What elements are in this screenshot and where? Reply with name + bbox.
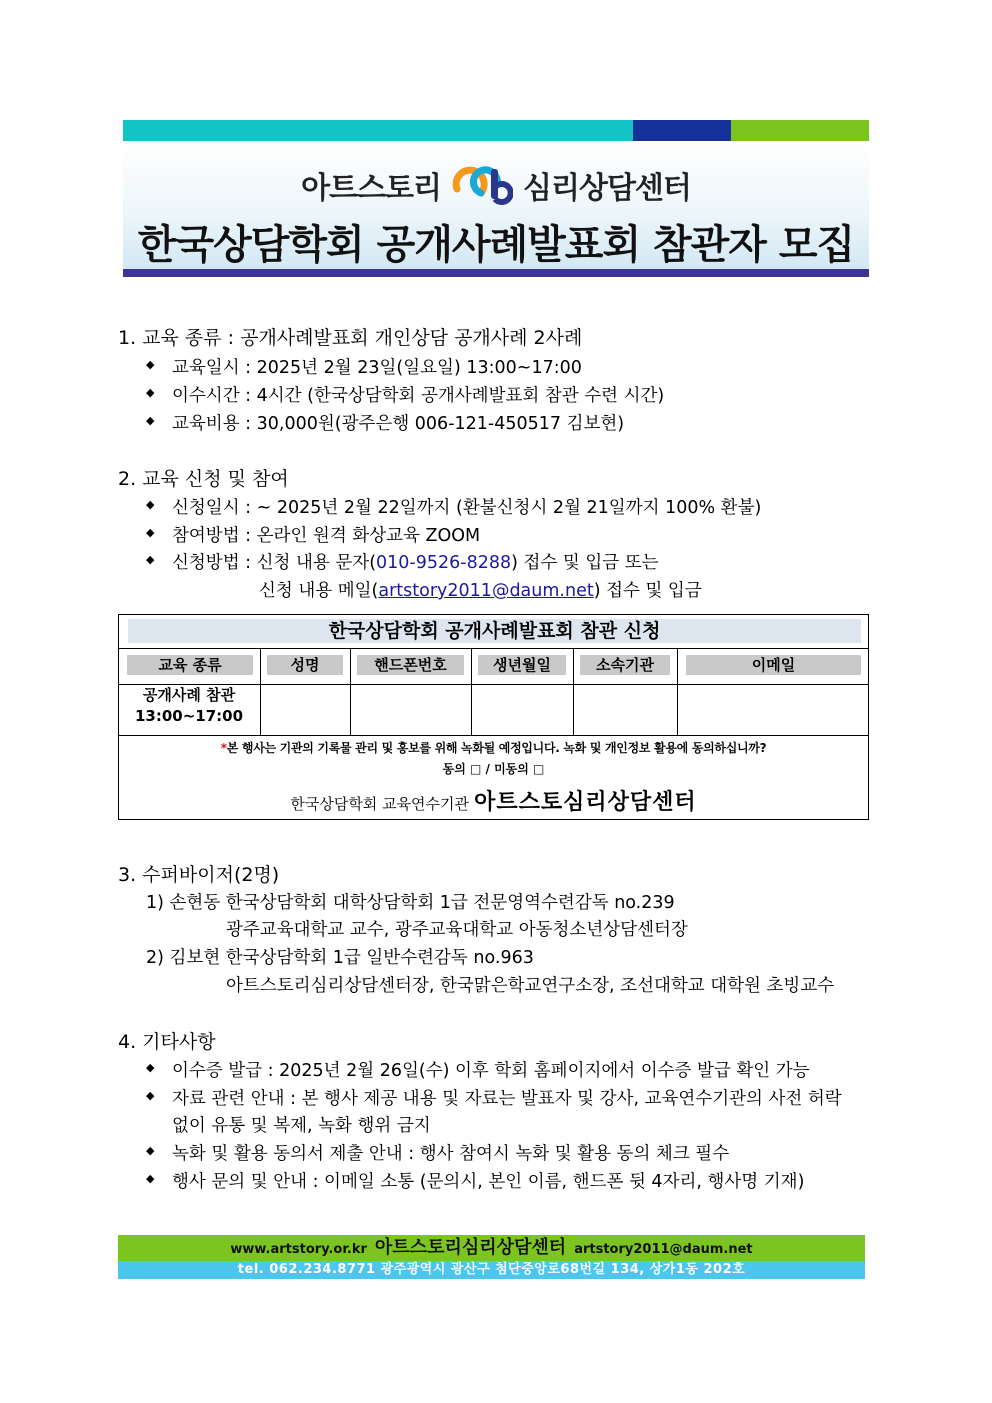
section1-heading: 1. 교육 종류 : 공개사례발표회 개인상담 공개사례 2사례 [118,327,583,349]
section2-heading: 2. 교육 신청 및 참여 [118,468,289,490]
section1-item-hours: 이수시간 : 4시간 (한국상담학회 공개사례발표회 참관 수련 시간) [172,386,665,406]
column-header-birthdate: 생년월일 [478,655,566,675]
bullet-icon: ◆ [146,498,155,511]
section2-item-apply-date: 신청일시 : ~ 2025년 2월 22일까지 (환불신청시 2월 21일까지 100% 환불) [172,498,762,518]
section4-item-materials-cont: 없이 유통 및 복제, 녹화 행위 금지 [172,1116,431,1136]
consent-checkboxes[interactable]: 동의 □ / 미동의 □ [442,762,545,776]
logo-text-left: 아트스토리 [301,171,441,206]
footer-email[interactable]: artstory2011@daum.net [574,1242,753,1257]
column-header-phone: 핸드폰번호 [357,655,464,675]
section3-heading: 3. 수퍼바이저(2명) [118,864,280,886]
section4-item-materials: 자료 관련 안내 : 본 행사 제공 내용 및 자료는 발표자 및 강사, 교육연수기관의 사전 허락 [172,1089,842,1109]
logo [123,163,869,207]
organization-line [119,785,868,816]
section4-item-consent: 녹화 및 활용 동의서 제출 안내 : 행사 참여시 녹화 및 활용 동의 체크 필수 [172,1144,730,1164]
footer-center-name: 아트스토리심리상담센터 [374,1237,567,1258]
page-title: 한국상담학회 공개사례발표회 참관자 모집 [137,222,855,268]
column-header-name: 성명 [267,655,343,675]
table-cell-course: 공개사례 참관 13:00~17:00 [134,686,244,725]
application-form [118,614,869,820]
footer-contact: tel. 062.234.8771 광주광역시 광산구 첨단중앙로68번길 134, 상가1동 202호 [118,1261,865,1279]
bullet-icon: ◆ [146,358,155,371]
email-link[interactable]: artstory2011@daum.net [378,581,594,601]
bullet-icon: ◆ [146,1144,155,1157]
section2-item-method: 참여방법 : 온라인 원격 화상교육 ZOOM [172,526,481,546]
supervisor-1-detail: 광주교육대학교 교수, 광주교육대학교 아동청소년상담센터장 [226,920,688,940]
name-field[interactable] [261,685,350,735]
section4-item-inquiry: 행사 문의 및 안내 : 이메일 소통 (문의시, 본인 이름, 핸드폰 뒷 4자리, 행사명 기재) [172,1172,805,1192]
supervisor-2: 2) 김보현 한국상담학회 1급 일반수련감독 no.963 [146,948,534,968]
bullet-icon: ◆ [146,414,155,427]
birthdate-field[interactable] [472,685,573,735]
column-header-affiliation: 소속기관 [580,655,670,675]
organization-prefix: 한국상담학회 교육연수기관 [290,795,470,813]
footer-website[interactable]: www.artstory.or.kr [230,1242,367,1257]
section4-heading: 4. 기타사항 [118,1031,216,1053]
footer-top-bar [118,1235,865,1261]
banner-bottom-bar [123,269,869,277]
supervisor-1: 1) 손현동 한국상담학회 대학상담학회 1급 전문영역수련감독 no.239 [146,893,675,913]
email-field[interactable] [678,685,868,735]
section1-item-date: 교육일시 : 2025년 2월 23일(일요일) 13:00~17:00 [172,358,582,378]
bullet-icon: ◆ [146,1089,155,1102]
consent-mark: * [220,741,227,755]
bullet-icon: ◆ [146,1172,155,1185]
banner-color-strip [123,120,869,141]
bullet-icon: ◆ [146,1061,155,1074]
logo-text-right: 심리상담센터 [523,171,691,206]
application-title: 한국상담학회 공개사례발표회 참관 신청 [128,619,861,643]
logo-mark-icon [451,165,513,205]
phone-field[interactable] [351,685,471,735]
bullet-icon: ◆ [146,526,155,539]
consent-note: *본 행사는 기관의 기록물 관리 및 홍보를 위해 녹화될 예정입니다. 녹화 및 개인정보 활용에 동의하십니까? [220,741,767,755]
column-header-course: 교육 종류 [127,655,253,675]
bullet-icon: ◆ [146,553,155,566]
affiliation-field[interactable] [574,685,677,735]
section2-item-apply-method: 신청방법 : 신청 내용 문자(010-9526-8288) 접수 및 입금 또는 [172,553,659,573]
section2-item-apply-method-email: 신청 내용 메일(artstory2011@daum.net) 접수 및 입금 [259,581,702,601]
phone-number: 010-9526-8288 [376,553,512,573]
supervisor-2-detail: 아트스토리심리상담센터장, 한국맑은학교연구소장, 조선대학교 대학원 초빙교수 [226,976,835,996]
section1-item-cost: 교육비용 : 30,000원(광주은행 006-121-450517 김보현) [172,414,625,434]
bullet-icon: ◆ [146,386,155,399]
column-header-email: 이메일 [686,655,861,675]
organization-name: 아트스토심리상담센터 [474,790,697,815]
section4-item-certificate: 이수증 발급 : 2025년 2월 26일(수) 이후 학회 홈페이지에서 이수증 발급 확인 가능 [172,1061,810,1081]
